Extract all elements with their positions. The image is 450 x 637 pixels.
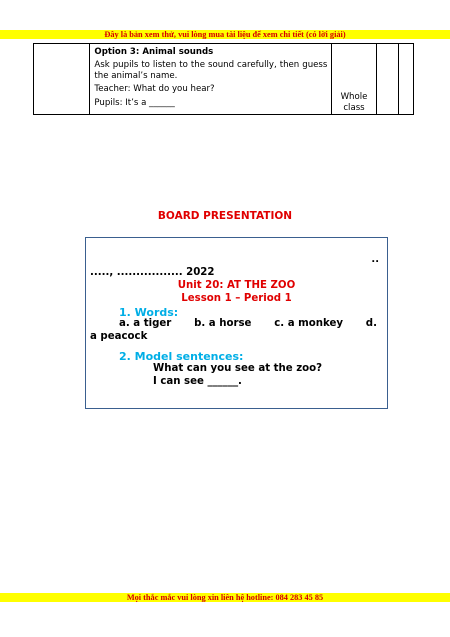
teacher-line: Teacher: What do you hear?: [94, 84, 215, 95]
board-presentation-heading: BOARD PRESENTATION: [157, 210, 293, 222]
board-presentation-box: [85, 237, 388, 409]
word-item: c. a monkey: [274, 318, 344, 329]
preview-notice-banner: Đây là bản xem thử, vui lòng mua tài liệu để xem chi tiết (có lời giải): [0, 30, 450, 39]
dots-mark: ..: [371, 254, 379, 265]
interaction-text: Whole class: [340, 92, 368, 113]
word-item: a peacock: [90, 331, 148, 342]
table-cell-empty: [376, 44, 398, 115]
pupils-line: Pupils: It’s a ______: [94, 98, 175, 109]
date-line: ....., ................. 2022: [90, 267, 215, 278]
model-sentence: What can you see at the zoo?: [153, 363, 323, 374]
instruction-text: Ask pupils to listen to the sound carefully, then guess the animal’s name.: [94, 60, 328, 81]
hotline-banner: Mọi thắc mắc vui lòng xin liên hệ hotline: 084 283 45 85: [0, 593, 450, 602]
lesson-title: Lesson 1 – Period 1: [181, 293, 292, 304]
activity-cell: [90, 44, 332, 115]
model-sentences-heading: 2. Model sentences:: [119, 350, 244, 363]
word-item: a. a tiger: [119, 318, 172, 329]
lesson-plan-table: [33, 43, 414, 115]
words-heading: 1. Words:: [119, 306, 179, 319]
option-title: Option 3: Animal sounds: [94, 47, 214, 57]
interaction-cell: [332, 44, 376, 115]
table-row: [34, 44, 414, 115]
model-sentence: I can see ______.: [153, 376, 242, 387]
word-item: b. a horse: [194, 318, 252, 329]
table-cell-empty: [34, 44, 90, 115]
table-cell-empty: [398, 44, 413, 115]
unit-title: Unit 20: AT THE ZOO: [177, 280, 296, 291]
words-list: [119, 318, 377, 329]
word-item: d.: [365, 318, 377, 329]
